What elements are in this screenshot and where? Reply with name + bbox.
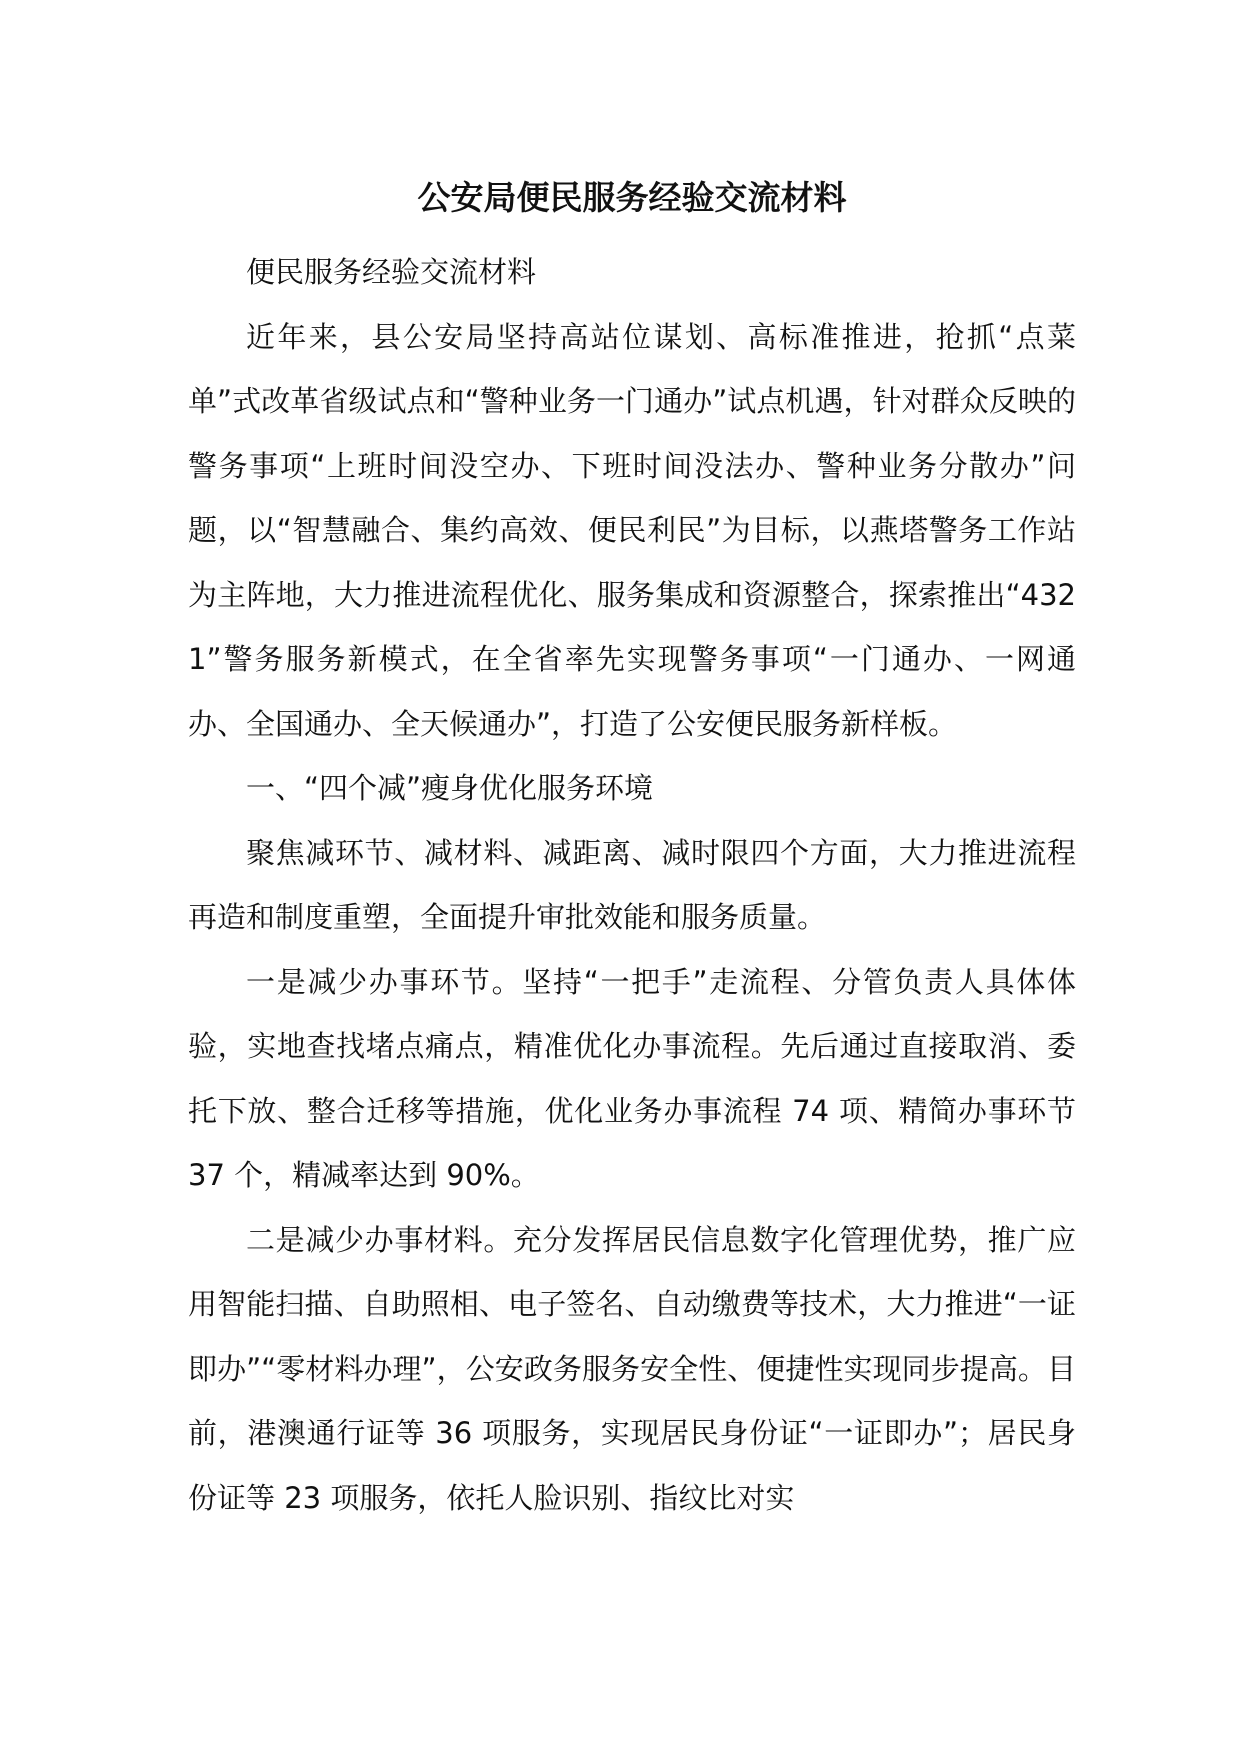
point-two-paragraph: 二是减少办事材料。充分发挥居民信息数字化管理优势，推广应用智能扫描、自助照相、电子签名、自动缴费等技术，大力推进“一证即办”“零材料办理”，公安政务服务安全性、便捷性实现同步提高。目前，港澳通行证等 36 项服务，实现居民身份证“一证即办”；居民身份证等 23 项服务，依托人脸识别、指纹比对实: [188, 1222, 1076, 1515]
intro-paragraph: 近年来，县公安局坚持高站位谋划、高标准推进，抢抓“点菜单”式改革省级试点和“警种业务一门通办”试点机遇，针对群众反映的警务事项“上班时间没空办、下班时间没法办、警种业务分散办”问题，以“智慧融合、集约高效、便民利民”为目标，以燕塔警务工作站为主阵地，大力推进流程优化、服务集成和资源整合，探索推出“4321”警务服务新模式，在全省率先实现警务事项“一门通办、一网通办、全国通办、全天候通办”，打造了公安便民服务新样板。: [188, 319, 1076, 741]
section-summary-paragraph: 聚焦减环节、减材料、减距离、减时限四个方面，大力推进流程再造和制度重塑，全面提升审批效能和服务质量。: [188, 835, 1076, 934]
section-heading: 一、“四个减”瘦身优化服务环境: [246, 771, 654, 805]
point-one-paragraph: 一是减少办事环节。坚持“一把手”走流程、分管负责人具体体验，实地查找堵点痛点，精准优化办事流程。先后通过直接取消、委托下放、整合迁移等措施，优化业务办事流程 74 项、精简办事环节 37 个，精减率达到 90%。: [188, 964, 1076, 1192]
subtitle-paragraph: 便民服务经验交流材料: [246, 255, 537, 289]
document-title: 公安局便民服务经验交流材料: [417, 178, 847, 217]
document-body: [188, 170, 1076, 1530]
